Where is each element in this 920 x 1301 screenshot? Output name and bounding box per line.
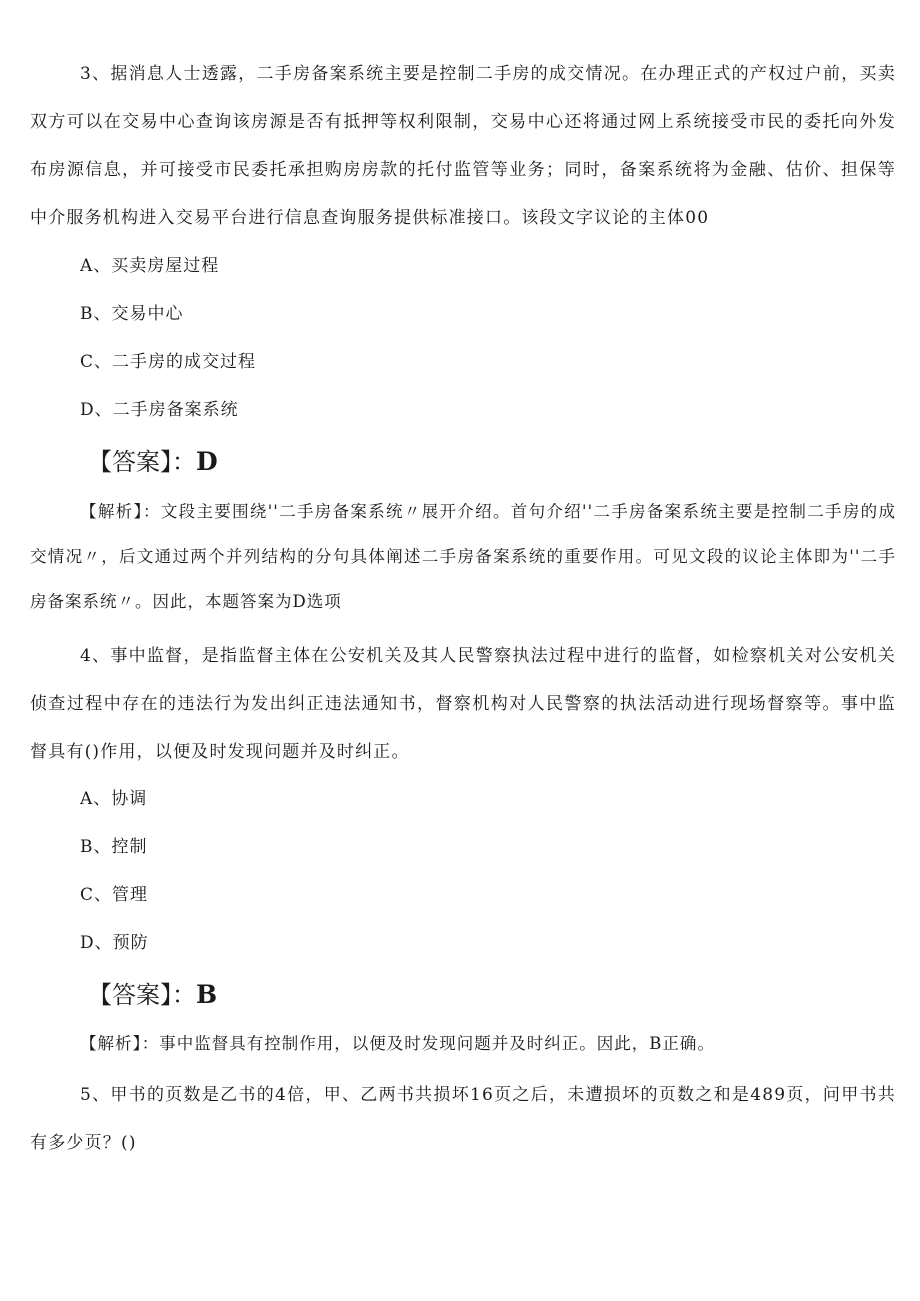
question-4-answer (88, 980, 217, 1010)
question-4-option-c: C、管理 (80, 885, 149, 905)
question-5-stem: 5、甲书的页数是乙书的4倍，甲、乙两书共损坏16页之后，未遭损坏的页数之和是489页，问甲书共有多少页？() (30, 1085, 896, 1153)
explanation-text: 事中监督具有控制作用，以便及时发现问题并及时纠正。因此，B正确。 (159, 1034, 715, 1053)
question-4-option-a: A、协调 (80, 789, 148, 809)
answer-letter: D (196, 447, 218, 476)
question-4-stem: 4、事中监督，是指监督主体在公安机关及其人民警察执法过程中进行的监督，如检察机关对公安机关侦查过程中存在的违法行为发出纠正违法通知书，督察机构对人民警察的执法活动进行现场督察等。事中监督具有()作用，以便及时发现问题并及时纠正。 (30, 646, 896, 762)
question-3-stem: 3、据消息人士透露，二手房备案系统主要是控制二手房的成交情况。在办理正式的产权过户前，买卖双方可以在交易中心查询该房源是否有抵押等权利限制，交易中心还将通过网上系统接受市民的委托向外发布房源信息，并可接受市民委托承担购房房款的托付监管等业务；同时，备案系统将为金融、估价、担保等中介服务机构进入交易平台进行信息查询服务提供标准接口。该段文字议论的主体00 (30, 64, 896, 228)
question-4-explanation (30, 1021, 896, 1066)
explanation-label: 【解析】： (80, 502, 161, 521)
explanation-text: 文段主要围绕''二手房备案系统〃展开介绍。首句介绍''二手房备案系统主要是控制二手房的成交情况〃，后文通过两个并列结构的分句具体阐述二手房备案系统的重要作用。可见文段的议论主体即为''二手房备案系统〃。因此，本题答案为D选项 (30, 502, 896, 611)
question-3-option-a: A、买卖房屋过程 (80, 256, 220, 276)
explanation-label: 【解析】： (80, 1034, 160, 1053)
question-3-option-d: D、二手房备案系统 (80, 400, 239, 420)
question-3-answer (88, 447, 218, 477)
answer-label: 【答案】： (88, 981, 196, 1009)
question-4-option-d: D、预防 (80, 933, 149, 953)
question-3-explanation (30, 489, 896, 624)
question-4-option-b: B、控制 (80, 837, 148, 857)
answer-label: 【答案】： (88, 448, 196, 476)
answer-letter: B (196, 980, 218, 1009)
question-3-option-c: C、二手房的成交过程 (80, 352, 257, 372)
question-3-option-b: B、交易中心 (80, 304, 184, 324)
